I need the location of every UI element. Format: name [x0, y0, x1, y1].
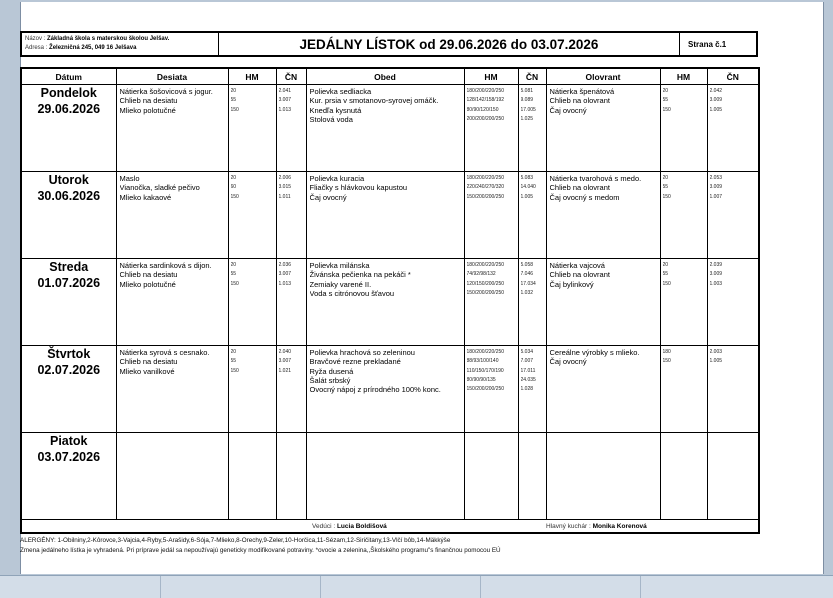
olovrant-cn: [708, 433, 759, 437]
school-address: Železničná 245, 049 16 Jelšava: [49, 45, 137, 51]
desiata-hm-cell: [228, 259, 276, 346]
obed-cn-line: 17.034: [520, 280, 536, 287]
olovrant-items-cell: [546, 346, 660, 433]
olovrant-items: [547, 85, 660, 117]
obed-hm-line: 180/200/220/250: [466, 349, 505, 355]
school-address-label: Adresa :: [25, 45, 48, 51]
desiata-hm: [229, 172, 276, 204]
status-bar: [0, 575, 833, 598]
desiata-items-line: Nátierka šošovicová s jogur.: [119, 87, 213, 96]
obed-items-line: Živánska pečienka na pekáči *: [309, 270, 411, 280]
olovrant-hm-cell: [660, 172, 707, 259]
desiata-items-cell: [116, 259, 228, 346]
obed-hm-line: 110/150/170/190: [466, 367, 504, 374]
col-obed: Obed: [306, 68, 464, 85]
kuchar: [546, 520, 759, 534]
obed-items: [307, 172, 464, 204]
desiata-cn-line: 3.007: [278, 97, 292, 104]
menu-header: [20, 31, 758, 57]
obed-hm-line: 200/200/200/250: [466, 115, 505, 122]
desiata-hm-line: 55: [230, 97, 237, 104]
obed-cn-line: 5.081: [520, 88, 534, 94]
obed-hm-cell: [464, 85, 518, 172]
olovrant-hm-line: 20: [662, 88, 669, 94]
day-date: 29.06.2026: [37, 102, 101, 116]
olovrant-items-line: Chlieb na olovrant: [549, 270, 610, 280]
page-number: Strana č.1: [688, 39, 727, 49]
obed-items-line: Polievka kuracia: [309, 174, 365, 183]
desiata-cn-line: 3.007: [278, 271, 292, 278]
obed-items-line: Knedľa kysnutá: [309, 105, 362, 115]
olovrant-hm: [661, 433, 707, 437]
obed-cn-line: 1.032: [520, 289, 534, 296]
day-date-cell: [21, 259, 116, 346]
olovrant-items: [547, 172, 660, 204]
col-desiata-hm: HM: [228, 68, 276, 85]
desiata-items-line: Chlieb na desiatu: [119, 357, 178, 367]
obed-cn-line: 5.083: [520, 175, 534, 181]
desiata-hm-line: 20: [230, 262, 237, 268]
olovrant-hm-cell: [660, 433, 707, 520]
day-row: [21, 433, 759, 520]
obed-hm-cell: [464, 433, 518, 520]
desiata-items-cell: [116, 346, 228, 433]
desiata-cn-line: 1.013: [278, 106, 292, 113]
desiata-cn-cell: [276, 259, 306, 346]
day-date-cell: [21, 433, 116, 520]
obed-hm-line: 180/200/220/250: [466, 262, 505, 268]
desiata-hm: [229, 346, 276, 378]
olovrant-cn: [708, 85, 759, 117]
obed-cn-line: 5.058: [520, 262, 534, 268]
olovrant-items-line: Čaj ovocný: [549, 357, 587, 367]
school-info: [22, 33, 219, 55]
obed-hm-line: 180/200/220/250: [466, 88, 505, 94]
obed-items-line: Stolová voda: [309, 114, 353, 124]
kuchar-label: Hlavný kuchár :: [546, 522, 591, 530]
col-obed-cn: ČN: [518, 68, 546, 85]
signature-spacer: [21, 520, 306, 534]
olovrant-hm-line: 20: [662, 175, 669, 181]
kuchar-name: Monika Korenová: [592, 522, 647, 530]
obed-hm-line: 120/150/200/250: [466, 280, 505, 287]
olovrant-hm-cell: [660, 259, 707, 346]
desiata-hm-line: 150: [230, 367, 239, 374]
obed-items-line: Bravčové rezne prekladané: [309, 357, 401, 367]
column-header-row: [21, 68, 759, 85]
day-name: Utorok: [48, 173, 89, 187]
col-desiata-cn: ČN: [276, 68, 306, 85]
desiata-cn-line: 1.021: [278, 367, 292, 374]
desiata-cn-cell: [276, 346, 306, 433]
obed-items-line: Polievka sedliacka: [309, 87, 372, 96]
obed-cn-cell: [518, 259, 546, 346]
obed-items-line: Ovocný nápoj z prírodného 100% konc.: [309, 385, 441, 395]
desiata-items: [117, 172, 228, 204]
day-date: 01.07.2026: [37, 276, 101, 290]
olovrant-cn-line: 3.009: [709, 184, 723, 191]
obed-cn-cell: [518, 172, 546, 259]
desiata-items-cell: [116, 172, 228, 259]
olovrant-cn-cell: [707, 85, 759, 172]
olovrant-cn: [708, 259, 759, 291]
day-row: [21, 346, 759, 433]
col-olovrant-cn: ČN: [707, 68, 759, 85]
desiata-cn-line: 2.006: [278, 175, 292, 181]
day-date: 02.07.2026: [37, 363, 101, 377]
obed-hm-line: 180/200/220/250: [466, 175, 505, 181]
school-name: Základná škola s materskou školou Jelšav.: [47, 36, 170, 42]
olovrant-hm-line: 55: [662, 97, 669, 104]
olovrant-hm-line: 150: [662, 358, 671, 365]
desiata-cn-line: 2.036: [278, 262, 292, 268]
status-segment: [480, 576, 641, 598]
obed-hm-line: 80/90/90/135: [466, 376, 496, 383]
olovrant-cn-line: 2.039: [709, 262, 723, 268]
veduci-name: Lucia Boldišová: [336, 522, 387, 530]
olovrant-hm-line: 150: [662, 193, 671, 200]
obed-cn-line: 5.034: [520, 349, 534, 355]
olovrant-items-cell: [546, 433, 660, 520]
menu-notice: Zmena jedálneho lístka je vyhradená. Pri príprave jedál sa nepoužívajú geneticky modifikované potraviny. *ovocie a zelenina,,Školského programu"s finančnou pomocou EÚ: [20, 547, 501, 554]
obed-items-cell: [306, 172, 464, 259]
obed-items: [307, 259, 464, 300]
obed-hm-line: 128/142/158/192: [466, 97, 505, 104]
olovrant-cn-line: 1.007: [709, 193, 723, 200]
desiata-hm: [229, 433, 276, 437]
desiata-cn-cell: [276, 433, 306, 520]
obed-hm-cell: [464, 172, 518, 259]
desiata-hm-line: 55: [230, 271, 237, 278]
obed-items-line: Kur. prsia v smotanovo-syrovej omáčk.: [309, 96, 439, 106]
olovrant-cn-line: 3.009: [709, 97, 723, 104]
olovrant-hm-line: 55: [662, 184, 669, 191]
obed-items-cell: [306, 259, 464, 346]
obed-hm-line: 220/240/270/320: [466, 184, 505, 191]
obed-hm: [465, 172, 518, 204]
desiata-hm-line: 20: [230, 349, 237, 355]
olovrant-items-line: Čaj bylinkový: [549, 279, 594, 289]
obed-items-line: Polievka hrachová so zeleninou: [309, 348, 415, 357]
olovrant-cn: [708, 346, 759, 369]
desiata-hm-cell: [228, 433, 276, 520]
desiata-items-line: Chlieb na desiatu: [119, 270, 178, 280]
obed-hm-cell: [464, 346, 518, 433]
desiata-items-line: Mlieko polotučné: [119, 279, 176, 289]
col-desiata: Desiata: [116, 68, 228, 85]
olovrant-items-line: Chlieb na olovrant: [549, 96, 610, 106]
olovrant-cn-cell: [707, 433, 759, 520]
desiata-hm-line: 20: [230, 175, 237, 181]
olovrant-items-line: Nátierka špenátová: [549, 87, 615, 96]
olovrant-cn-cell: [707, 172, 759, 259]
obed-cn: [519, 346, 546, 396]
desiata-hm: [229, 259, 276, 291]
obed-hm: [465, 259, 518, 300]
olovrant-hm-line: 180: [662, 349, 671, 355]
olovrant-items-line: Nátierka vajcová: [549, 261, 605, 270]
desiata-cn: [277, 259, 306, 291]
obed-hm: [465, 85, 518, 126]
day-name: Pondelok: [40, 86, 97, 100]
veduci-label: Vedúci :: [312, 522, 336, 530]
olovrant-items-line: Chlieb na olovrant: [549, 183, 610, 193]
obed-items-line: Fliačky s hlávkovou kapustou: [309, 183, 408, 193]
olovrant-items: [547, 346, 660, 369]
desiata-items-line: Nátierka syrová s cesnako.: [119, 348, 210, 357]
obed-items-line: Ryža dusená: [309, 366, 354, 376]
olovrant-items: [547, 259, 660, 291]
olovrant-cn-line: 1.005: [709, 106, 723, 113]
obed-cn-line: 17.011: [520, 367, 536, 374]
obed-items: [307, 85, 464, 126]
day-row: [21, 85, 759, 172]
obed-cn: [519, 172, 546, 204]
desiata-items: [117, 259, 228, 291]
desiata-hm-line: 60: [230, 184, 237, 191]
desiata-cn: [277, 172, 306, 204]
desiata-cn-line: 1.011: [278, 193, 291, 200]
obed-cn-cell: [518, 346, 546, 433]
day-name: Streda: [49, 260, 89, 274]
col-olovrant-hm: HM: [660, 68, 707, 85]
olovrant-hm: [661, 85, 707, 117]
desiata-hm-line: 55: [230, 358, 237, 365]
col-olovrant: Olovrant: [546, 68, 660, 85]
desiata-cn-cell: [276, 85, 306, 172]
olovrant-cn-line: 2.003: [709, 349, 723, 355]
desiata-items: [117, 85, 228, 117]
olovrant-cn: [708, 172, 759, 204]
obed-hm: [465, 433, 518, 437]
obed-cn-line: 1.005: [520, 193, 534, 200]
day-row: [21, 172, 759, 259]
obed-cn: [519, 85, 546, 126]
desiata-hm: [229, 85, 276, 117]
desiata-items-line: Maslo: [119, 174, 140, 183]
obed-cn-cell: [518, 85, 546, 172]
obed-hm-line: 150/200/200/250: [466, 193, 505, 200]
obed-items: [307, 433, 464, 437]
desiata-hm-cell: [228, 346, 276, 433]
allergen-legend: [20, 536, 780, 556]
olovrant-hm-line: 20: [662, 262, 669, 268]
obed-cn-line: 7.046: [520, 271, 534, 278]
obed-cn-line: 9.089: [520, 97, 534, 104]
menu-title: JEDÁLNY LÍSTOK od 29.06.2026 do 03.07.2026: [219, 33, 680, 55]
olovrant-hm-line: 150: [662, 106, 671, 113]
desiata-items-cell: [116, 433, 228, 520]
status-segment: [0, 576, 161, 598]
day-date-cell: [21, 346, 116, 433]
school-name-label: Názov :: [25, 36, 46, 42]
olovrant-hm-line: 150: [662, 280, 671, 287]
desiata-cn-line: 2.040: [278, 349, 292, 355]
obed-cn: [519, 259, 546, 300]
desiata-cn-line: 3.007: [278, 358, 292, 365]
olovrant-hm-line: 55: [662, 271, 669, 278]
obed-items-line: Voda s citrónovou šťavou: [309, 288, 395, 298]
obed-cn-line: 1.028: [520, 386, 534, 393]
olovrant-cn-cell: [707, 259, 759, 346]
obed-hm-line: 80/90/120/150: [466, 106, 499, 113]
desiata-hm-line: 150: [230, 193, 239, 200]
menu-body: [21, 85, 759, 520]
day-name: Piatok: [49, 434, 88, 448]
day-date: 30.06.2026: [37, 189, 101, 203]
obed-cn-line: 17.005: [520, 106, 536, 113]
olovrant-hm-cell: [660, 85, 707, 172]
olovrant-items-line: Cereálne výrobky s mlieko.: [549, 348, 640, 357]
desiata-hm-cell: [228, 172, 276, 259]
olovrant-cn-line: 2.053: [709, 175, 723, 181]
desiata-cn: [277, 346, 306, 378]
olovrant-hm: [661, 172, 707, 204]
olovrant-cn-line: 3.009: [709, 271, 723, 278]
obed-items: [307, 346, 464, 396]
obed-hm-cell: [464, 259, 518, 346]
col-obed-hm: HM: [464, 68, 518, 85]
desiata-items-line: Vianočka, sladké pečivo: [119, 183, 200, 193]
desiata-cn-line: 2.041: [278, 88, 292, 94]
obed-cn: [519, 433, 546, 437]
olovrant-items-cell: [546, 259, 660, 346]
day-date: 03.07.2026: [37, 450, 101, 464]
obed-cn-cell: [518, 433, 546, 520]
desiata-hm-line: 150: [230, 280, 239, 287]
obed-items-line: Šalát srbský: [309, 375, 351, 385]
desiata-items-line: Mlieko polotučné: [119, 105, 176, 115]
desiata-items-line: Mlieko vanilkové: [119, 366, 175, 376]
obed-hm-line: 150/200/200/250: [466, 386, 505, 393]
desiata-cn-line: 3.015: [278, 184, 292, 191]
obed-cn-line: 7.007: [520, 358, 534, 365]
day-date-cell: [21, 172, 116, 259]
signature-row: [21, 520, 759, 534]
allergen-list: ALERGÉNY: 1-Obilniny,2-Kôrovce,3-Vajcia,4-Ryby,5-Arašidy,6-Sója,7-Mlieko,8-Orechy,9-Zeler,10-Horčica,11-Sézam,12-Siričitany,13-Vlčí bôb,14-Mäkkýše: [20, 537, 451, 544]
veduci: [306, 520, 546, 534]
desiata-items-cell: [116, 85, 228, 172]
olovrant-items-cell: [546, 85, 660, 172]
olovrant-items: [547, 433, 660, 437]
obed-cn-line: 14.040: [520, 184, 536, 191]
obed-items-line: Polievka milánska: [309, 261, 370, 270]
olovrant-cn-line: 1.005: [709, 358, 723, 365]
day-date-cell: [21, 85, 116, 172]
olovrant-cn-line: 2.042: [709, 88, 723, 94]
obed-hm-line: 88/93/100/140: [466, 358, 499, 365]
obed-hm-line: 150/200/200/250: [466, 289, 505, 296]
olovrant-hm-cell: [660, 346, 707, 433]
desiata-cn-cell: [276, 172, 306, 259]
desiata-cn: [277, 85, 306, 117]
obed-hm-line: 74/92/98/132: [466, 271, 496, 278]
olovrant-hm: [661, 259, 707, 291]
desiata-hm-cell: [228, 85, 276, 172]
obed-cn-line: 24.035: [520, 376, 536, 383]
menu-table: [20, 67, 760, 534]
olovrant-cn-line: 1.003: [709, 280, 723, 287]
olovrant-items-line: Čaj ovocný: [549, 105, 587, 115]
desiata-hm-line: 20: [230, 88, 237, 94]
day-row: [21, 259, 759, 346]
obed-items-cell: [306, 346, 464, 433]
olovrant-items-line: Nátierka tvarohová s medo.: [549, 174, 642, 183]
desiata-items: [117, 346, 228, 378]
col-date: Dátum: [21, 68, 116, 85]
day-name: Štvrtok: [47, 347, 91, 361]
olovrant-cn-cell: [707, 346, 759, 433]
desiata-items: [117, 433, 228, 437]
desiata-items-line: Chlieb na desiatu: [119, 96, 178, 106]
desiata-items-line: Mlieko kakaové: [119, 192, 172, 202]
desiata-hm-line: 150: [230, 106, 239, 113]
obed-hm: [465, 346, 518, 396]
status-segment: [320, 576, 481, 598]
obed-items-line: Čaj ovocný: [309, 192, 347, 202]
desiata-cn-line: 1.013: [278, 280, 292, 287]
olovrant-items-line: Čaj ovocný s medom: [549, 192, 620, 202]
obed-items-cell: [306, 433, 464, 520]
obed-items-cell: [306, 85, 464, 172]
status-segment: [160, 576, 321, 598]
olovrant-hm: [661, 346, 707, 369]
desiata-items-line: Nátierka sardinková s dijon.: [119, 261, 212, 270]
desiata-cn: [277, 433, 306, 437]
obed-items-line: Zemiaky varené II.: [309, 279, 372, 289]
olovrant-items-cell: [546, 172, 660, 259]
obed-cn-line: 1.025: [520, 115, 534, 122]
